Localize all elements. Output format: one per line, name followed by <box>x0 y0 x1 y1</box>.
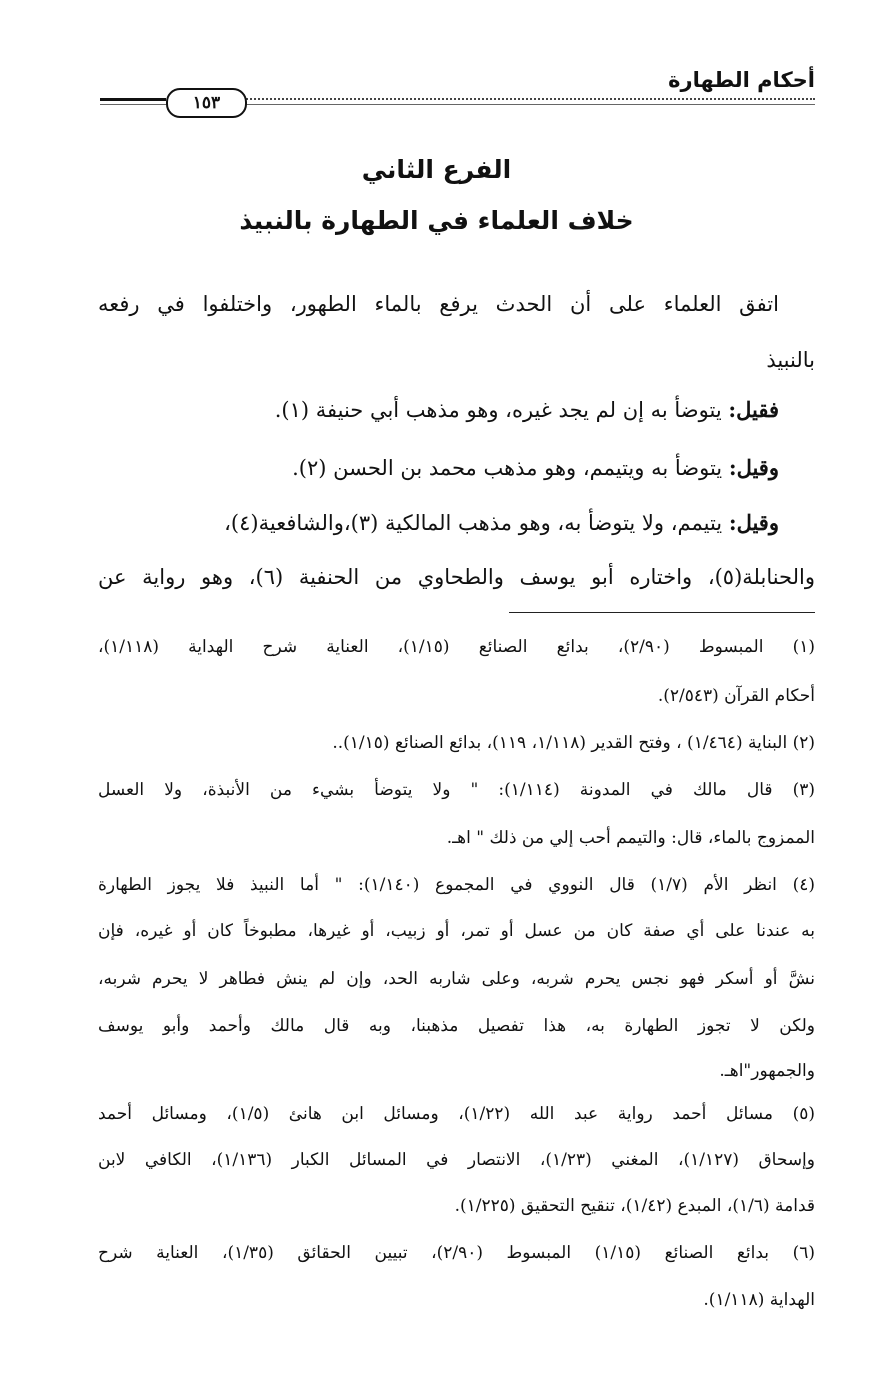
footnote-line: وإسحاق (١/١٢٧)، المغني (١/٢٣)، الانتصار في المسائل الكبار (١/١٣٦)، الكافي لابن <box>98 1150 815 1170</box>
footnote-line: ولكن لا تجوز الطهارة به، هذا تفصيل مذهبنا، وبه قال مالك وأحمد وأبو يوسف <box>98 1016 815 1036</box>
footnote-line: (٦) بدائع الصنائع (١/١٥) المبسوط (٢/٩٠)، تبيين الحقائق (١/٣٥)، العناية شرح <box>98 1243 815 1263</box>
footnote-line: نشَّ أو أسكر فهو نجس يحرم شربه، وعلى شاربه الحد، وإن لم ينش فطاهر لا يحرم شربه، <box>98 969 815 989</box>
opinion-text: يتيمم، ولا يتوضأ به، وهو مذهب المالكية (٣)،والشافعية(٤)، <box>224 511 729 535</box>
branch-heading: الفرع الثاني <box>361 155 512 184</box>
body-intro-line-1: اتفق العلماء على أن الحدث يرفع بالماء الطهور، واختلفوا في رفعه <box>98 292 779 316</box>
opinion-3 <box>98 508 779 538</box>
footnote-separator <box>509 612 815 613</box>
opinion-2 <box>98 453 779 483</box>
opinion-text: يتوضأ به إن لم يجد غيره، وهو مذهب أبي حنيفة (١). <box>274 398 729 422</box>
footnote-line: الممزوج بالماء، قال: والتيمم أحب إلي من ذلك " اهـ. <box>446 828 815 848</box>
footnote-line: (١) المبسوط (٢/٩٠)، بدائع الصنائع (١/١٥)، العناية شرح الهداية (١/١١٨)، <box>98 637 815 657</box>
page-number: ١٥٣ <box>166 88 247 118</box>
footnote-line: به عندنا على أي صفة كان من عسل أو تمر، أو زبيب، أو غيرها، مطبوخاً كان أو غيره، فإن <box>98 921 815 941</box>
footnote-line: (٥) مسائل أحمد رواية عبد الله (١/٢٢)، ومسائل ابن هانئ (١/٥)، ومسائل أحمد <box>98 1104 815 1124</box>
footnote-line: (٣) قال مالك في المدونة (١/١١٤): " ولا يتوضأ بشيء من الأنبذة، ولا العسل <box>98 780 815 800</box>
body-continuation: والحنابلة(٥)، واختاره أبو يوسف والطحاوي من الحنفية (٦)، وهو رواية عن <box>98 565 815 589</box>
footnote-line: قدامة (١/٦)، المبدع (١/٤٢)، تنقيح التحقيق (١/٢٢٥). <box>454 1196 815 1216</box>
opinion-label: وقيل: <box>728 510 779 535</box>
opinion-1 <box>98 395 779 425</box>
header-rule-thick <box>100 98 166 101</box>
footnote-line: الهداية (١/١١٨). <box>703 1290 815 1310</box>
body-intro-line-2: بالنبيذ <box>766 348 815 372</box>
running-header-title: أحكام الطهارة <box>668 68 815 92</box>
section-heading: خلاف العلماء في الطهارة بالنبيذ <box>239 206 634 235</box>
footnote-line: (٤) انظر الأم (١/٧) قال النووي في المجموع (١/١٤٠): " أما النبيذ فلا يجوز الطهارة <box>98 875 815 895</box>
opinion-label: فقيل: <box>728 397 779 422</box>
footnote-line: (٢) البناية (١/٤٦٤) ، وفتح القدير (١/١١٨، ١١٩)، بدائع الصنائع (١/١٥).. <box>332 733 815 753</box>
opinion-label: وقيل: <box>728 455 779 480</box>
footnote-line: أحكام القرآن (٢/٥٤٣). <box>657 686 815 706</box>
opinion-text: يتوضأ به ويتيمم، وهو مذهب محمد بن الحسن (٢). <box>292 456 729 480</box>
header-rule-dotted <box>243 98 815 100</box>
footnote-line: والجمهور"اهـ. <box>719 1061 815 1081</box>
